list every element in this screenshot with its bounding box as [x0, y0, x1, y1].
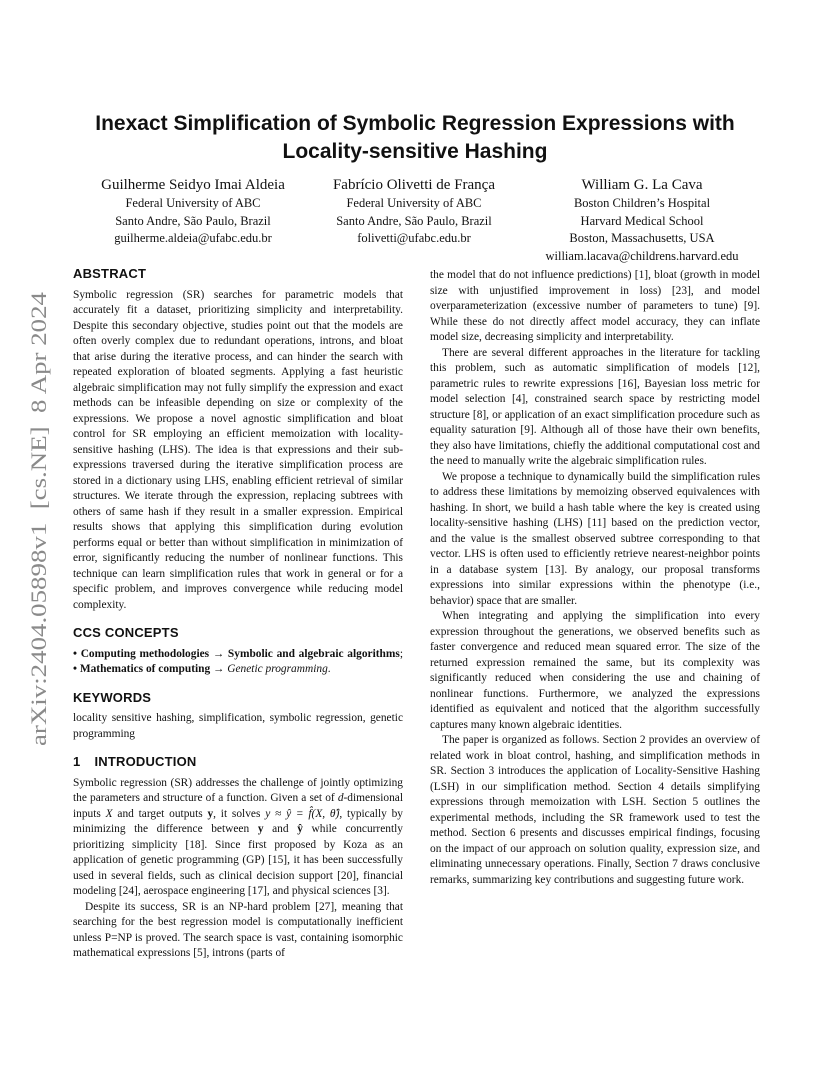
author-location: Boston, Massachusetts, USA	[569, 231, 715, 245]
ccs-concept-2-leaf: Genetic programming	[227, 663, 328, 675]
author-name: William G. La Cava	[581, 177, 703, 193]
title-line-1: Inexact Simplification of Symbolic Regression Expressions with	[95, 112, 735, 135]
arxiv-id-text: arXiv:2404.05898v1 [cs.NE] 8 Apr 2024	[26, 374, 51, 746]
intro-heading	[73, 754, 403, 770]
text-run: , typically by minimizing the difference between	[73, 807, 403, 835]
section-number: 1	[73, 754, 81, 769]
author-block-2	[299, 176, 529, 248]
left-column	[73, 266, 403, 962]
intro-paragraph-7: The paper is organized as follows. Section 2 provides an overview of related work in bloat control, hashing, and simplification methods in SR. Section 3 introduces the application of Locality-Sensitive Hashing (LSH) in our simplification method. Section 4 details simplifying expressions through memoization with LSH. Section 5 outlines the experimental methods, including the SR framework used to test the method. Section 6 presents and discusses empirical findings, focusing on the impact of our approach on solution quality, expression size, and eliminating unnecessary operations. Finally, Section 7 draws conclusive remarks, summarizing key contributions and suggesting future work.	[430, 734, 760, 886]
section-title: INTRODUCTION	[94, 754, 197, 769]
math-symbol: y	[207, 807, 214, 820]
author-block-1	[78, 176, 308, 248]
author-affiliation: Federal University of ABC	[346, 196, 482, 210]
math-symbol: X	[105, 807, 113, 820]
author-affiliation: Boston Children’s Hospital	[573, 196, 711, 210]
ccs-end: .	[327, 663, 331, 675]
keywords-text: locality sensitive hashing, simplification, symbolic regression, genetic programming	[73, 712, 403, 740]
intro-paragraph-5: We propose a technique to dynamically build the simplification rules to address these limitations by memoizing observed equivalences with hashing. In short, we build a hash table where the key is created using locality-sensitive hashing (LHS) [11] based on the prediction vector, and the value is the smallest observed subtree corresponding to that vector. LHS is often used to efficiently retrieve nearest-neighbor points in a database system [13]. By analogy, our proposal transforms expressions into similar expressions within the phenotype (i.e., behavior) space that are smaller.	[430, 470, 760, 607]
intro-paragraph-2: Despite its success, SR is an NP-hard problem [27], meaning that searching for the best regression model is computationally inefficient unless P=NP is proved. The search space is vast, containing isomorphic mathematical expressions [5], introns (parts of	[73, 900, 403, 959]
author-name: Fabrício Olivetti de França	[332, 177, 496, 193]
ccs-concept-1: • Computing methodologies → Symbolic and algebraic algorithms	[73, 647, 400, 660]
ccs-concept-2: • Mathematics of computing →	[73, 663, 228, 675]
ccs-separator: ;	[399, 647, 403, 660]
keywords-heading: KEYWORDS	[73, 689, 152, 705]
author-email: william.lacava@childrens.harvard.edu	[545, 248, 739, 263]
math-symbol: d	[337, 792, 344, 804]
author-email: folivetti@ufabc.edu.br	[357, 231, 471, 245]
abstract-text: Symbolic regression (SR) searches for parametric models that accurately fit a dataset, prioritizing simplicity and interpretability. Despite this secondary objective, studies point out that the models are often overly complex due to redundant operations, introns, and bloat that arise during the iterative process, and can hinder the search with repeated exploration of bloated segments. Applying a fast heuristic algebraic simplification may not fully simplify the expression and exact methods can be infeasible depending on size or complexity of the expressions. We propose a novel agnostic simplification and bloat control for SR employing an efficient memoization with locality-sensitive hashing (LHS). The idea is that expressions and their sub-expressions traversed during the iterative simplification process are stored in a dictionary using LHS, enabling efficient retrieval of similar structures. We iterate through the expression, replacing subtrees with others of same hash if they result in a smaller expression. Empirical results shows that applying this simplification during evolution performs equal or better than without simplification in minimization of error, significantly reducing the number of nonlinear functions. This technique can learn simplification rules that work in general or for a specific problem, and improves convergence while reducing model complexity.	[73, 288, 403, 611]
math-equation: y ≈ ŷ = f̂(X, θ̂)	[265, 807, 340, 820]
author-email: guilherme.aldeia@ufabc.edu.br	[114, 231, 272, 245]
author-name: Guilherme Seidyo Imai Aldeia	[101, 177, 285, 193]
author-block-3	[522, 176, 762, 265]
title-line-2: Locality-sensitive Hashing	[282, 140, 548, 163]
author-affiliation-2: Harvard Medical School	[580, 213, 704, 228]
ccs-heading: CCS CONCEPTS	[73, 625, 179, 640]
author-location: Santo Andre, São Paulo, Brazil	[336, 213, 492, 228]
math-symbol: ŷ	[297, 823, 303, 835]
text-run: , it solves	[213, 807, 266, 820]
text-run: and	[263, 823, 298, 835]
author-affiliation: Federal University of ABC	[125, 196, 261, 210]
text-run: -dimensional inputs	[73, 792, 403, 820]
paper-title	[60, 110, 770, 166]
right-column	[430, 268, 760, 888]
arxiv-sidebar-stamp	[22, 290, 52, 750]
intro-paragraph-3: the model that do not influence predictions) [1], bloat (growth in model size with unjustified improvement in loss) [23], and model overparameterization (excessive number of parameters to tune) [9]. While these do not directly affect model accuracy, they can inflate model size, decreasing simplicity and interpretability.	[430, 269, 760, 343]
intro-paragraph-6: When integrating and applying the simplification into every expression throughout the generations, we observed benefits such as faster convergence and reduced mean squared error. The size of the returned expression remained the same, but its complexity was significantly reduced when considering the use and chaining of nonlinear functions. Furthermore, we analyzed the expressions identified as equivalent and noticed that the algorithm successfully captures many known algebraic identities.	[430, 610, 760, 731]
text-run: while concurrently prioritizing simplicity [18]. Since first proposed by Koza as an application of genetic programming (GP) [15], it has been successfully used in several fields, such as clinical decision support [20], financial modeling [24], aerospace engineering [17], and physical sciences [3].	[73, 823, 404, 897]
ccs-concepts-text	[73, 647, 403, 678]
text-run: and target outputs	[112, 807, 208, 820]
text-run: Symbolic regression (SR) addresses the challenge of jointly optimizing the parameters and structure of a function. Given a set of	[73, 776, 403, 804]
intro-paragraph-1	[73, 776, 403, 900]
abstract-heading: ABSTRACT	[73, 266, 147, 281]
math-symbol: y	[257, 823, 264, 835]
author-location: Santo Andre, São Paulo, Brazil	[115, 213, 271, 228]
intro-paragraph-4: There are several different approaches in the literature for tackling this problem, such as automatic simplification of models [12], parametric rules to rewrite expressions [16], Bayesian loss metric for model selection [4], constrained search space by restricting model structure [8], or application of an exact simplification procedure such as equality saturation [9]. Although all of those have their own benefits, they also have limitations, chiefly the additional computational cost and the need to manually write the algebraic simplification rules.	[430, 346, 760, 467]
